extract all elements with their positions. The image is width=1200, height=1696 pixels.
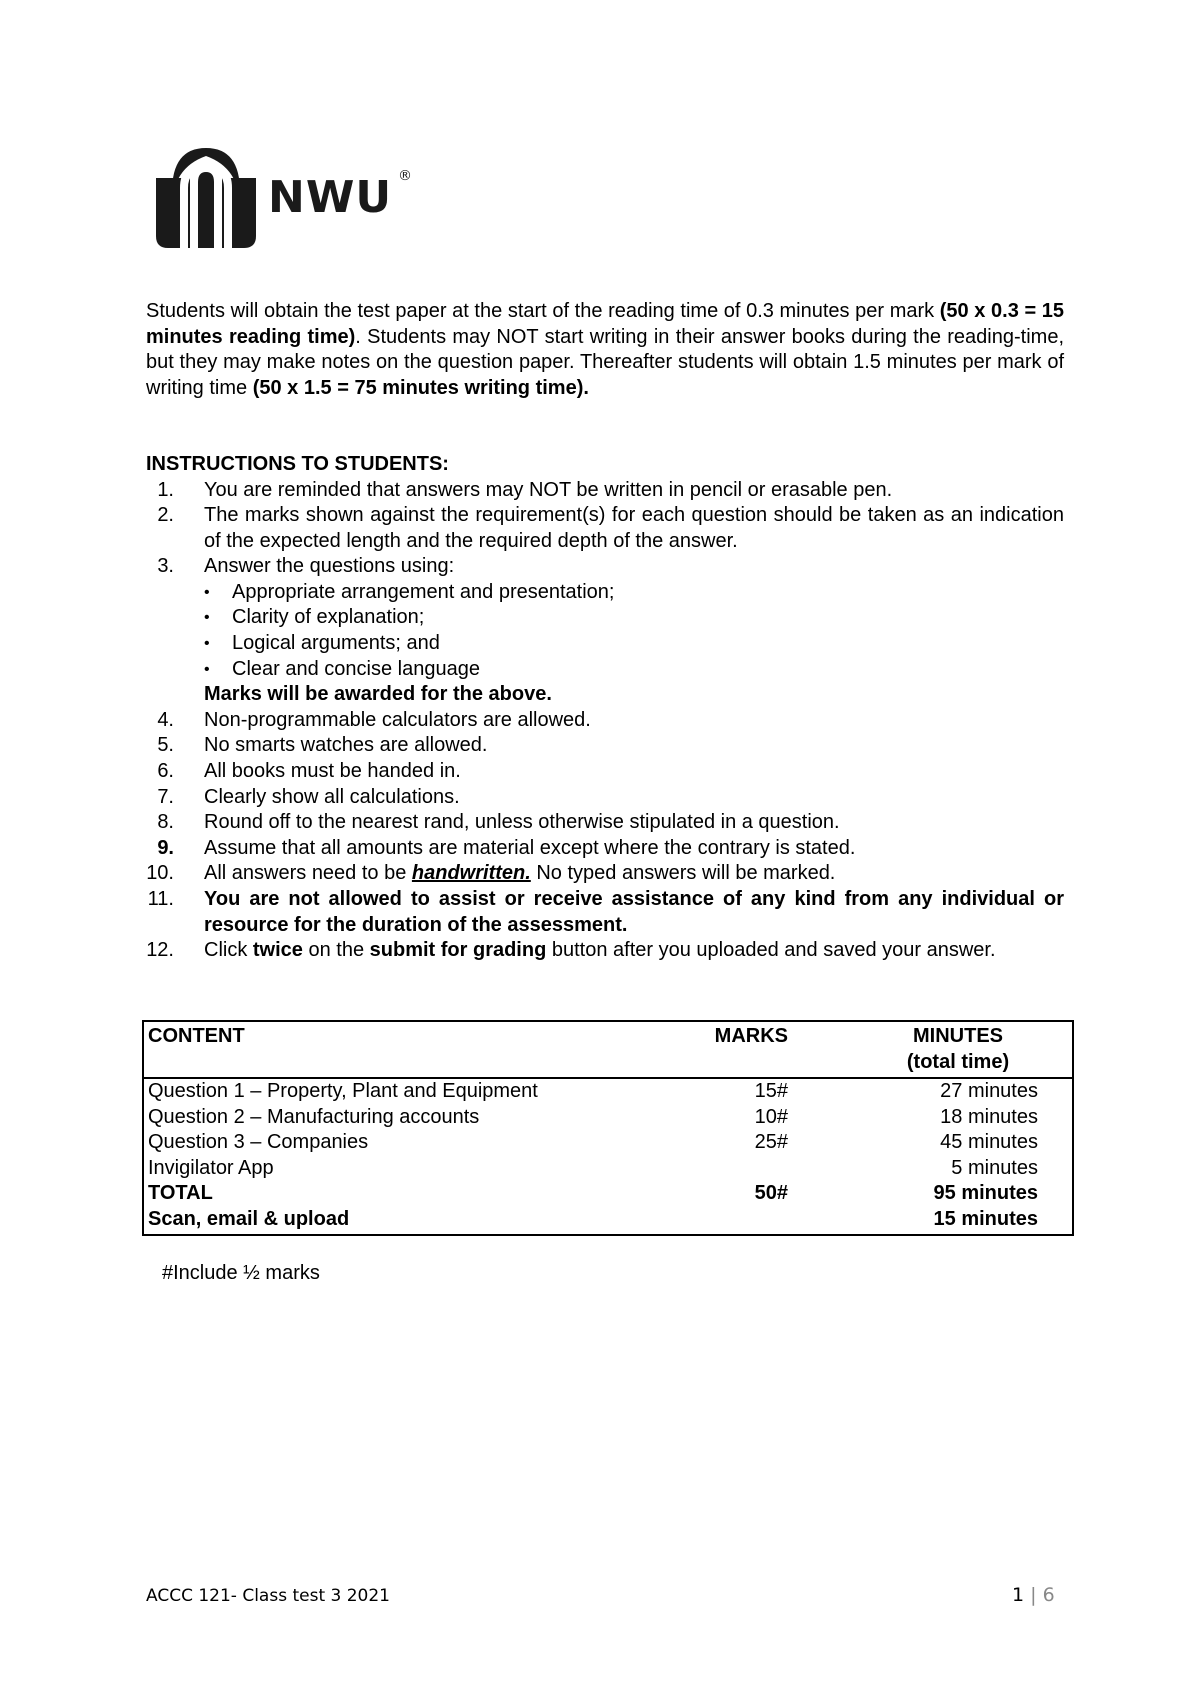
intro-text-2: . Students may NOT start writing in their answer books during the reading-time, but they may make notes on the question paper. Thereafter students will obtain 1.5 minutes per mark of writing time bbox=[146, 325, 1064, 399]
instruction-number: 2. bbox=[157, 504, 174, 526]
table-row-scan: Scan, email & upload 15 minutes bbox=[148, 1207, 1038, 1230]
instruction-text: The marks shown against the requirement(s) for each question should be taken as an indication of the expected length and the required depth of the answer. bbox=[204, 504, 1064, 552]
instruction-number: 3. bbox=[157, 555, 174, 577]
footer-course: ACCC 121- Class test 3 2021 bbox=[146, 1586, 390, 1606]
table-header-row bbox=[143, 1021, 1073, 1078]
logo-text: NWU bbox=[268, 172, 393, 223]
instruction-number: 1. bbox=[157, 479, 174, 501]
table-row: Question 3 – Companies 25# 45 minutes bbox=[148, 1131, 1038, 1153]
intro-writing-time: (50 x 1.5 = 75 minutes writing time). bbox=[252, 376, 589, 399]
header-minutes: MINUTES (total time) bbox=[788, 1021, 1073, 1078]
header-marks: MARKS bbox=[634, 1021, 788, 1078]
handwritten-emphasis: handwritten. bbox=[411, 862, 531, 884]
table-row-total: TOTAL 50# 95 minutes bbox=[148, 1182, 1038, 1204]
table-row: Question 1 – Property, Plant and Equipment 15# 27 minutes bbox=[148, 1080, 1038, 1102]
intro-text-1: Students will obtain the test paper at the start of the reading time of 0.3 minutes per mark bbox=[146, 300, 940, 322]
bullet-icon: • bbox=[204, 609, 210, 626]
bullet-icon: • bbox=[204, 661, 210, 678]
instruction-text: You are reminded that answers may NOT be written in pencil or erasable pen. bbox=[204, 479, 893, 501]
nwu-emblem-icon bbox=[150, 148, 262, 252]
registered-mark: ® bbox=[398, 168, 412, 184]
intro-reading-time: (50 x 0.3 = 15 minutes reading time) bbox=[146, 300, 1064, 348]
marks-note-text: Marks will be awarded for the above. bbox=[204, 683, 552, 705]
bullet-icon: • bbox=[204, 584, 210, 601]
page-number: 1 | 6 bbox=[1012, 1584, 1055, 1606]
header-content: CONTENT bbox=[143, 1021, 634, 1078]
intro-paragraph bbox=[146, 299, 1064, 401]
table-row: Question 2 – Manufacturing accounts 10# 18 minutes bbox=[148, 1105, 1038, 1128]
bullet-icon: • bbox=[204, 635, 210, 652]
instruction-text: Answer the questions using: bbox=[204, 555, 455, 577]
marks-table bbox=[142, 1020, 1074, 1236]
instructions-heading: INSTRUCTIONS TO STUDENTS: bbox=[146, 453, 449, 475]
nwu-logo bbox=[150, 148, 420, 258]
table-row: Invigilator App 5 minutes bbox=[148, 1156, 1038, 1179]
half-marks-note: #Include ½ marks bbox=[162, 1262, 320, 1284]
